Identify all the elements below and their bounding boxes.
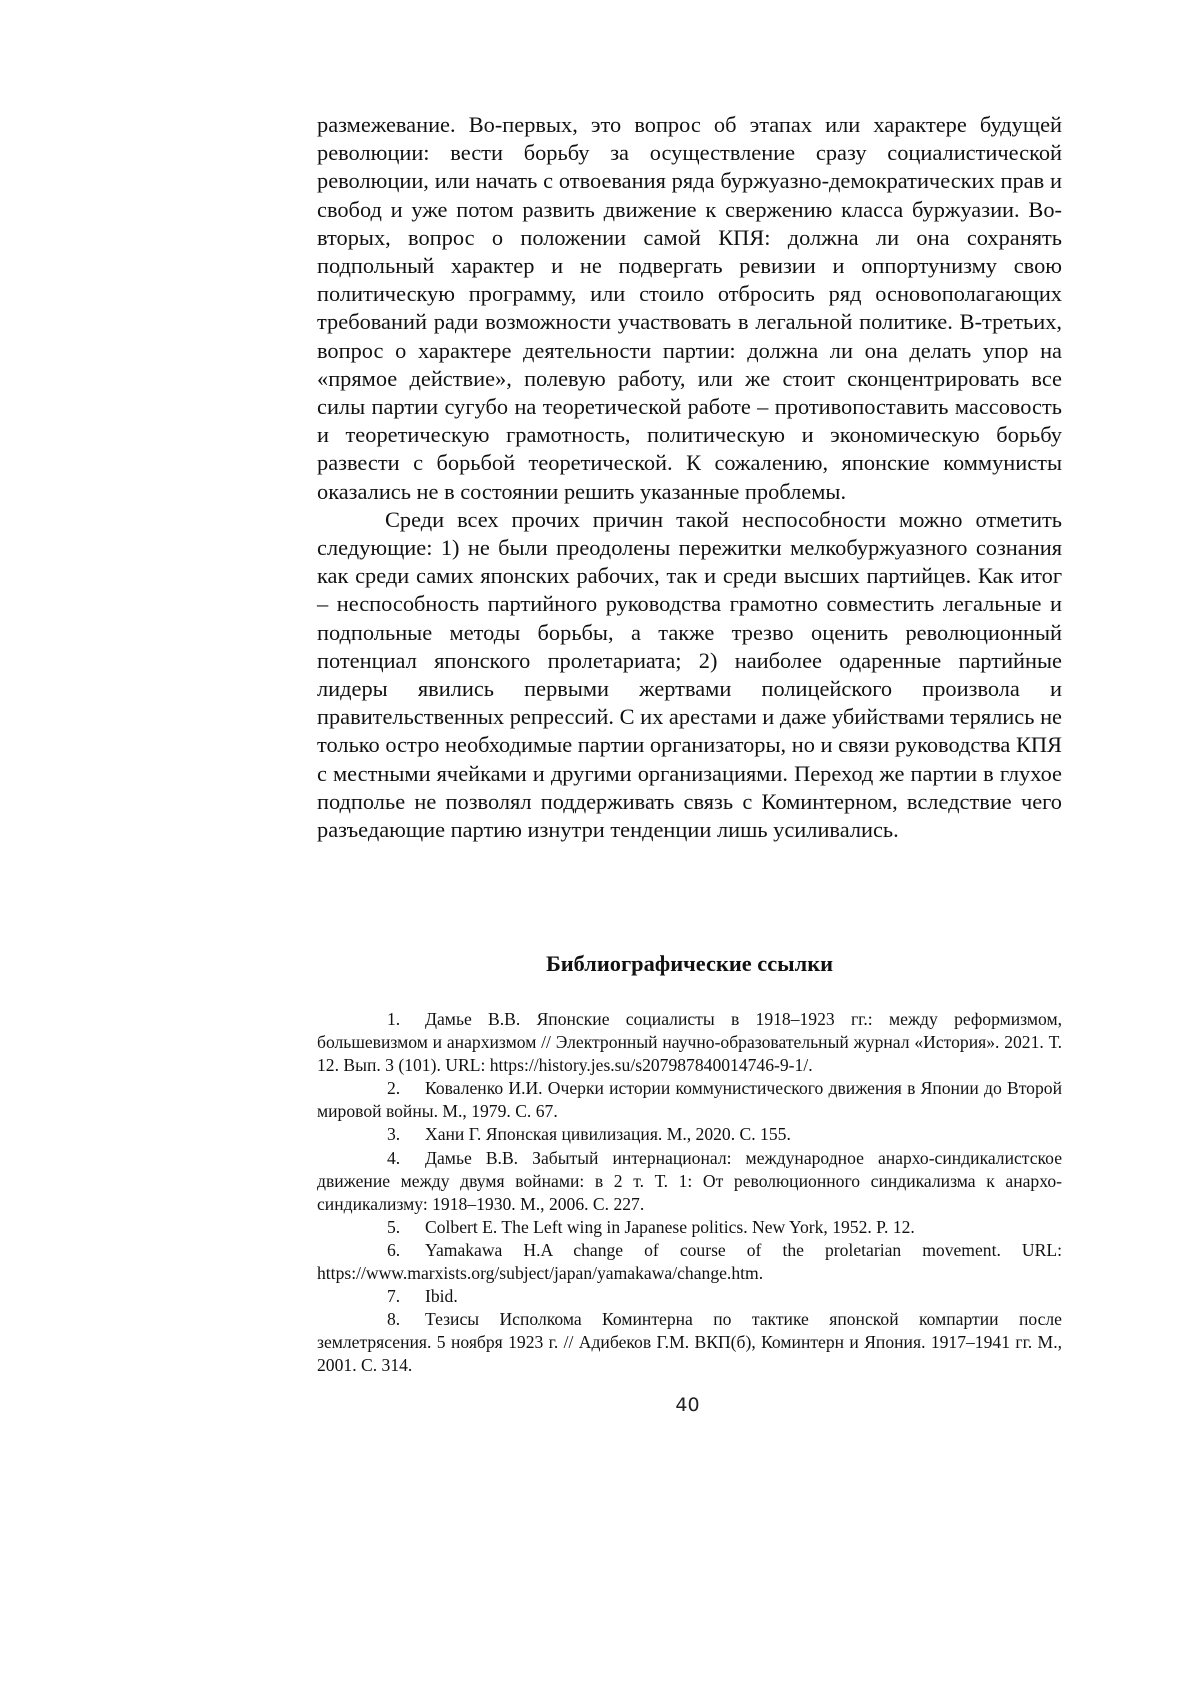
reference-number: 2.: [387, 1077, 425, 1100]
reference-text: Yamakawa H.A change of course of the proletarian movement. URL: https://www.marxists.org/subject/japan/yamakawa/change.htm.: [317, 1240, 1062, 1283]
reference-item: [317, 1077, 1062, 1123]
reference-text: Дамье В.В. Японские социалисты в 1918–1923 гг.: между реформизмом, большевизмом и анархизмом // Электронный научно-образовательный журнал «История». 2021. Т. 12. Вып. 3 (101). URL: https://history.jes.su/s207987840014746-9-1/.: [317, 1009, 1062, 1075]
bibliography-heading: Библиографические ссылки: [317, 950, 1062, 978]
page-number: 40: [0, 1393, 1200, 1417]
reference-number: 8.: [387, 1308, 425, 1331]
body-paragraph: Среди всех прочих причин такой неспособности можно отметить следующие: 1) не были преодолены пережитки мелкобуржуазного сознания как среди самих японских рабочих, так и среди высших партийцев. Как итог – неспособность партийного руководства грамотно совместить легальные и подпольные методы борьбы, а также трезво оценить революционный потенциал японского пролетариата; 2) наиболее одаренные партийные лидеры явились первыми жертвами полицейского произвола и правительственных репрессий. С их арестами и даже убийствами терялись не только остро необходимые партии организаторы, но и связи руководства КПЯ с местными ячейками и другими организациями. Переход же партии в глухое подполье не позволял поддерживать связь с Коминтерном, вследствие чего разъедающие партию изнутри тенденции лишь усиливались.: [317, 506, 1062, 844]
reference-text: Ibid.: [425, 1286, 458, 1306]
reference-number: 7.: [387, 1285, 425, 1308]
body-text: [317, 111, 1062, 844]
reference-item: [317, 1008, 1062, 1077]
reference-text: Тезисы Исполкома Коминтерна по тактике японской компартии после землетрясения. 5 ноября 1923 г. // Адибеков Г.М. ВКП(б), Коминтерн и Япония. 1917–1941 гг. М., 2001. С. 314.: [317, 1309, 1062, 1375]
reference-number: 4.: [387, 1147, 425, 1170]
reference-item: [317, 1147, 1062, 1216]
reference-number: 1.: [387, 1008, 425, 1031]
reference-item: [317, 1239, 1062, 1285]
reference-item: [317, 1285, 1062, 1308]
reference-text: Дамье В.В. Забытый интернационал: международное анархо-синдикалистское движение между двумя войнами: в 2 т. Т. 1: От революционного синдикализма к анархо-синдикализму: 1918–1930. М., 2006. С. 227.: [317, 1148, 1062, 1214]
body-paragraph: размежевание. Во-первых, это вопрос об этапах или характере будущей революции: вести борьбу за осуществление сразу социалистической революции, или начать с отвоевания ряда буржуазно-демократических прав и свобод и уже потом развить движение к свержению класса буржуазии. Во-вторых, вопрос о положении самой КПЯ: должна ли она сохранять подпольный характер и не подвергать ревизии и оппортунизму свою политическую программу, или стоило отбросить ряд основополагающих требований ради возможности участвовать в легальной политике. В-третьих, вопрос о характере деятельности партии: должна ли она делать упор на «прямое действие», полевую работу, или же стоит сконцентрировать все силы партии сугубо на теоретической работе – противопоставить массовость и теоретическую грамотность, политическую и экономическую борьбу развести с борьбой теоретической. К сожалению, японские коммунисты оказались не в состоянии решить указанные проблемы.: [317, 111, 1062, 506]
reference-item: [317, 1216, 1062, 1239]
bibliography-list: [317, 1008, 1062, 1378]
reference-item: [317, 1123, 1062, 1146]
reference-number: 5.: [387, 1216, 425, 1239]
reference-text: Коваленко И.И. Очерки истории коммунистического движения в Японии до Второй мировой войны. М., 1979. С. 67.: [317, 1078, 1062, 1121]
reference-text: Хани Г. Японская цивилизация. М., 2020. С. 155.: [425, 1124, 791, 1144]
document-page: [0, 0, 1200, 1697]
reference-text: Colbert E. The Left wing in Japanese politics. New York, 1952. P. 12.: [425, 1217, 915, 1237]
reference-item: [317, 1308, 1062, 1377]
reference-number: 3.: [387, 1123, 425, 1146]
reference-number: 6.: [387, 1239, 425, 1262]
